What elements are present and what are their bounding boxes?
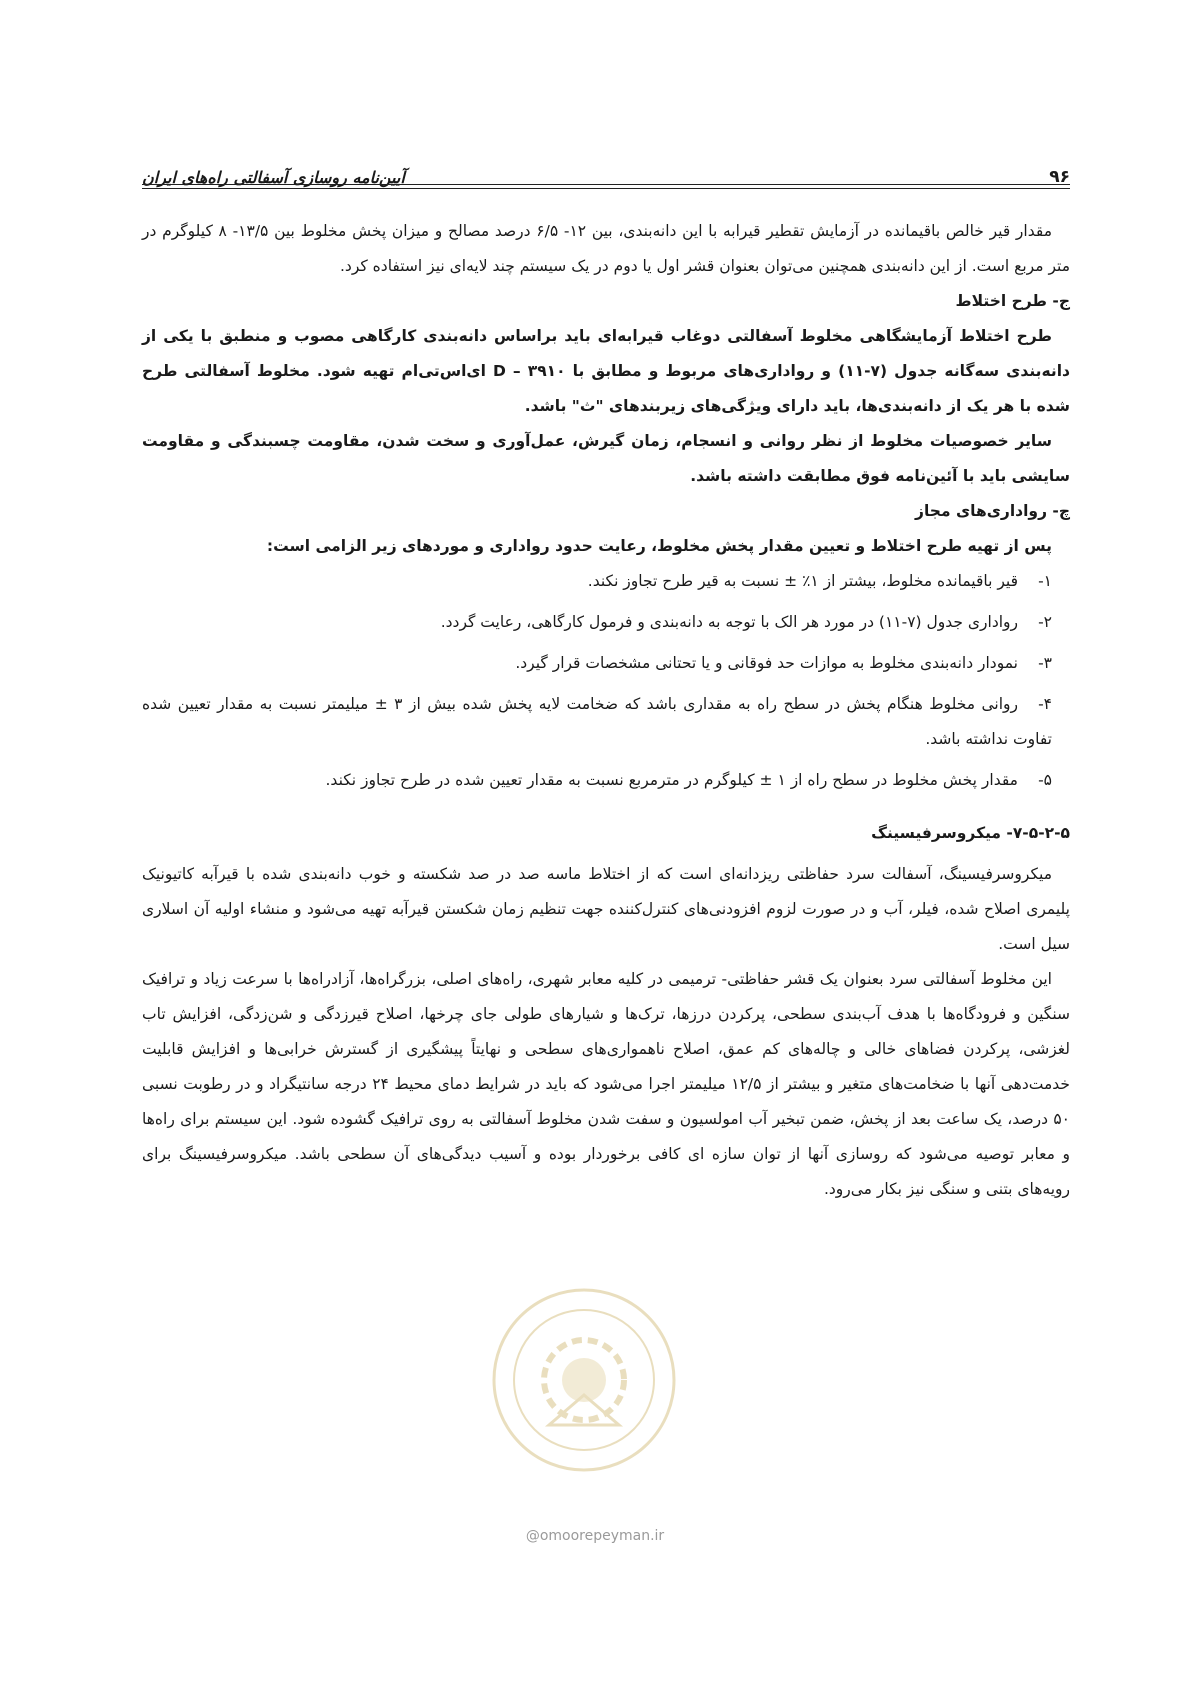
list-item-number: ۴- [1038, 695, 1052, 713]
section-paragraph-1: میکروسرفیسینگ، آسفالت سرد حفاظتی ریزدانه‌ای است که از اختلاط ماسه صد در صد شکسته و خوب دانه‌بندی شده با قیرآبه کاتیونیک پلیمری اصلاح شده، فیلر، آب و در صورت لزوم افزودنی‌های کنترل‌کننده جهت تنظیم زمان شکستن قیرآبه تهیه می‌شود و منشاء اولیه آن اسلاری سیل است. [142, 865, 1070, 953]
heading-mix-design: ج- طرح اختلاط [955, 292, 1070, 310]
list-item [142, 564, 1052, 599]
list-item-number: ۳- [1038, 654, 1052, 672]
list-item [142, 605, 1052, 640]
list-item [142, 763, 1052, 798]
tolerances-intro: پس از تهیه طرح اختلاط و تعیین مقدار پخش مخلوط، رعایت حدود رواداری و موردهای زیر الزامی است: [266, 537, 1052, 555]
list-item [142, 687, 1052, 757]
heading-tolerances: چ- رواداری‌های مجاز [915, 502, 1070, 520]
mix-design-paragraph-2: سایر خصوصیات مخلوط از نظر روانی و انسجام، زمان گیرش، عمل‌آوری و سخت شدن، مقاومت چسبندگی و مقاومت سایشی باید با آئین‌نامه فوق مطابقت داشته باشد. [142, 432, 1070, 485]
list-item-text: رواداری جدول (۷-۱۱) در مورد هر الک با توجه به دانه‌بندی و فرمول کارگاهی، رعایت گردد. [440, 613, 1018, 631]
section-paragraph-2: این مخلوط آسفالتی سرد بعنوان یک قشر حفاظتی- ترمیمی در کلیه معابر شهری، راه‌های اصلی، بزرگراه‌ها، آزادراه‌ها با سرعت زیاد و ترافیک سنگین و فرودگاه‌ها با هدف آب‌بندی سطحی، پرکردن درزها، ترک‌ها و شیارهای طولی جای چرخها، اصلاح قیرزدگی و شن‌زدگی، افزایش تاب لغزشی، پرکردن فضاهای خالی و چاله‌های کم عمق، اصلاح ناهمواری‌های سطحی و نهایتاً پیشگیری از گسترش خرابی‌ها و افزایش قابلیت خدمت‌دهی آنها با ضخامت‌های متغیر و بیشتر از ۱۲/۵ میلیمتر اجرا می‌شود که باید در شرایط دمای محیط ۲۴ درجه سانتیگراد و در رطوبت نسبی ۵۰ درصد، یک ساعت بعد از پخش، ضمن تبخیر آب امولسیون و سفت شدن مخلوط آسفالتی به روی ترافیک گشوده شود. این سیستم برای راه‌ها و معابر توصیه می‌شود که روسازی آنها از توان سازه ای کافی برخوردار بوده و آسیب دیدگی‌های آن سطحی باشد. میکروسرفیسینگ برای رویه‌های بتنی و سنگی نیز بکار می‌رود. [142, 970, 1070, 1198]
watermark-seal-icon [489, 1285, 679, 1475]
list-item [142, 646, 1052, 681]
intro-paragraph: مقدار قیر خالص باقیمانده در آزمایش تقطیر قیرابه با این دانه‌بندی، بین ۱۲- ۶/۵ درصد مصالح و میزان پخش مخلوط بین ۱۳/۵- ۸ کیلوگرم در متر مربع است. از این دانه‌بندی همچنین می‌توان بعنوان قشر اول یا دوم در یک سیستم چند لایه‌ای نیز استفاده کرد. [142, 222, 1070, 275]
header-rule-thin [142, 188, 1070, 189]
list-item-number: ۲- [1038, 613, 1052, 631]
list-item-text: روانی مخلوط هنگام پخش در سطح راه به مقداری باشد که ضخامت لایه پخش شده بیش از ۳ ± میلیمتر نسبت به مقدار تعیین شده تفاوت نداشته باشد. [142, 695, 1052, 748]
page-number: ۹۶ [1049, 167, 1070, 187]
page-header [142, 147, 1070, 187]
list-item-text: مقدار پخش مخلوط در سطح راه از ۱ ± کیلوگرم در مترمربع نسبت به مقدار تعیین شده در طرح تجاوز نکند. [325, 771, 1018, 789]
list-item-text: قیر باقیمانده مخلوط، بیشتر از ۱٪ ± نسبت به قیر طرح تجاوز نکند. [587, 572, 1018, 590]
page-body [142, 214, 1070, 1207]
list-item-text: نمودار دانه‌بندی مخلوط به موازات حد فوقانی و یا تحتانی مشخصات قرار گیرد. [515, 654, 1018, 672]
running-title: آیین‌نامه روسازی آسفالتی راه‌های ایران [142, 168, 405, 187]
mix-design-paragraph-1: طرح اختلاط آزمایشگاهی مخلوط آسفالتی دوغاب قیرابه‌ای باید براساس دانه‌بندی کارگاهی مصوب و منطبق با یکی از دانه‌بندی سه‌گانه جدول (۷-۱۱) و رواداری‌های مربوط و مطابق با D – ۳۹۱۰ ای‌اس‌تی‌ام تهیه شود. مخلوط آسفالتی طرح شده با هر یک از دانه‌بندی‌ها، باید دارای ویژگی‌های زیربندهای "ث" باشد. [142, 327, 1070, 415]
watermark-url: @omoorepeyman.ir [525, 1528, 665, 1544]
list-item-number: ۱- [1038, 572, 1052, 590]
list-item-number: ۵- [1038, 771, 1052, 789]
tolerance-list [142, 564, 1070, 798]
section-title: ۷-۵-۲-۵- میکروسرفیسینگ [871, 824, 1070, 842]
header-rule [142, 184, 1070, 185]
